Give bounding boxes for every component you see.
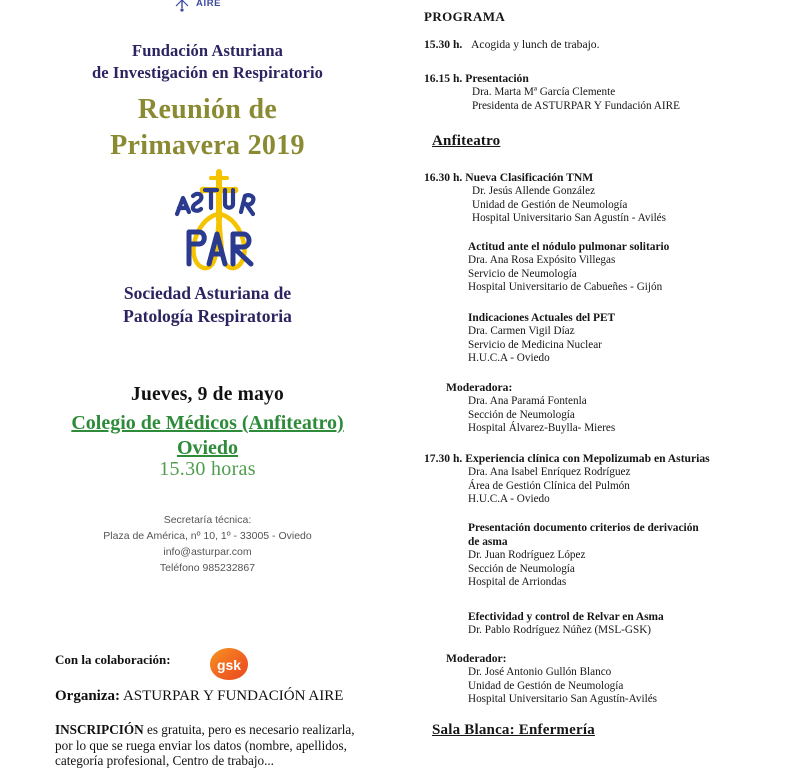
asturpar-logo-mark — [163, 168, 275, 280]
talk-nodulo-detail-2: Hospital Universitario de Cabueñes - Gijón — [468, 281, 663, 293]
talk-relvar-title: Efectividad y control de Relvar en Asma — [468, 611, 664, 623]
event-venue — [0, 411, 415, 461]
event-time: 15.30 horas — [159, 458, 256, 480]
talk-pet-detail-2: H.U.C.A - Oviedo — [468, 352, 550, 364]
slot-1730-header — [424, 452, 800, 466]
talk-asma-title-line1: Presentación documento criterios de derivación — [468, 522, 699, 534]
program-heading: PROGRAMA — [424, 9, 506, 24]
slot-1615-detail-0: Dra. Marta Mª García Clemente — [472, 86, 616, 98]
moderador-block — [424, 652, 800, 707]
event-date: Jueves, 9 de mayo — [131, 384, 284, 405]
event-title — [0, 92, 415, 164]
program-slot-1615 — [424, 72, 800, 113]
talk-asma — [424, 521, 800, 590]
slot-1730-detail-0: Dra. Ana Isabel Enríquez Rodríguez — [468, 466, 631, 478]
slot-1630-detail-1: Unidad de Gestión de Neumología — [472, 198, 628, 211]
inscription-line1: es gratuita, pero es necesario realizarla, — [143, 722, 355, 737]
organiza-label: Organiza: — [55, 688, 120, 704]
slot-1615-title: Presentación — [465, 72, 529, 85]
slot-1630-detail-2: Hospital Universitario San Agustín - Avilés — [472, 212, 667, 224]
program-slot-1730 — [424, 452, 800, 507]
slot-1530-header — [424, 38, 800, 52]
slot-1615-header — [424, 72, 800, 86]
foundation-title — [0, 40, 415, 84]
inscription-line2: por lo que se ruega enviar los datos (nombre, apellidos, — [55, 737, 347, 753]
gsk-logo — [208, 646, 250, 682]
talk-relvar-detail-0: Dr. Pablo Rodríguez Núñez (MSL-GSK) — [468, 624, 652, 636]
gsk-logo-text: gsk — [216, 657, 242, 673]
section-heading-sala-blanca: Sala Blanca: Enfermería — [432, 722, 595, 738]
foundation-title-line1: Fundación Asturiana — [132, 41, 283, 60]
moderadora-label: Moderadora: — [446, 381, 513, 394]
talk-asma-detail-2: Hospital de Arriondas — [468, 576, 567, 588]
society-title-line2: Patología Respiratoria — [123, 306, 292, 326]
section-heading-anfiteatro: Anfiteatro — [432, 133, 501, 149]
gsk-logo-mark — [208, 646, 250, 682]
talk-asma-detail-0: Dr. Juan Rodríguez López — [468, 549, 586, 561]
slot-1730-title: Experiencia clínica con Mepolizumab en Asturias — [465, 452, 710, 465]
slot-1730-detail-1: Área de Gestión Clínica del Pulmón — [468, 479, 630, 492]
talk-pet-detail-0: Dra. Carmen Vigil Díaz — [468, 325, 575, 337]
inscription-text — [55, 722, 395, 769]
organiza-value: ASTURPAR Y FUNDACIÓN AIRE — [122, 688, 344, 704]
moderadora-detail-1: Sección de Neumología — [468, 408, 575, 421]
venue-line2: Oviedo — [176, 437, 239, 459]
event-title-line1: Reunión de — [137, 94, 278, 125]
slot-1615-detail-1: Presidenta de ASTURPAR Y Fundación AIRE — [472, 99, 680, 112]
collaboration-label: Con la colaboración: — [55, 652, 171, 667]
talk-pet — [424, 311, 800, 366]
moderadora-block — [424, 381, 800, 436]
organiza-line — [55, 688, 343, 705]
event-title-line2: Primavera 2019 — [110, 130, 305, 161]
inscription-keyword: INSCRIPCIÓN — [55, 722, 144, 737]
slot-1730-time: 17.30 h. — [424, 452, 463, 465]
right-column — [424, 0, 800, 760]
talk-nodulo — [424, 240, 800, 295]
program-slot-1530 — [424, 38, 800, 52]
slot-1615-time: 16.15 h. — [424, 72, 463, 85]
secretariat-phone: Teléfono 985232867 — [159, 562, 256, 574]
slot-1530-time: 15.30 h. — [424, 38, 463, 51]
secretariat-address: Plaza de América, nº 10, 1º - 33005 - Oviedo — [103, 530, 312, 542]
talk-nodulo-detail-1: Servicio de Neumología — [468, 267, 577, 280]
foundation-title-line2: de Investigación en Respiratorio — [92, 63, 323, 82]
slot-1730-detail-2: H.U.C.A - Oviedo — [468, 493, 550, 505]
inscription-line3: categoría profesional, Centro de trabajo... — [55, 753, 274, 768]
aire-logo-label: AIRE — [196, 0, 222, 9]
talk-nodulo-title: Actitud ante el nódulo pulmonar solitario — [468, 241, 670, 253]
talk-asma-detail-1: Sección de Neumología — [468, 562, 575, 575]
slot-1630-detail-0: Dr. Jesús Allende González — [472, 185, 596, 197]
moderador-label: Moderador: — [446, 652, 507, 665]
moderador-detail-2: Hospital Universitario San Agustín-Avilés — [468, 693, 658, 705]
moderador-detail-0: Dr. José Antonio Gullón Blanco — [468, 666, 612, 678]
moderadora-detail-2: Hospital Álvarez-Buylla- Mieres — [468, 422, 616, 434]
moderadora-detail-0: Dra. Ana Paramá Fontenla — [468, 395, 587, 407]
asturpar-logo — [163, 168, 275, 280]
slot-1530-title: Acogida y lunch de trabajo. — [471, 38, 600, 51]
talk-asma-title-line2: de asma — [468, 536, 508, 548]
talk-pet-title: Indicaciones Actuales del PET — [468, 312, 616, 324]
slot-1630-title: Nueva Clasificación TNM — [465, 171, 594, 184]
secretariat-block — [0, 512, 415, 576]
society-title — [0, 282, 415, 328]
secretariat-label: Secretaría técnica: — [163, 514, 252, 526]
secretariat-email[interactable]: info@asturpar.com — [163, 546, 252, 558]
talk-pet-detail-1: Servicio de Medicina Nuclear — [468, 338, 602, 351]
aire-logo — [172, 0, 242, 16]
talk-nodulo-detail-0: Dra. Ana Rosa Expósito Villegas — [468, 254, 616, 266]
society-title-line1: Sociedad Asturiana de — [123, 283, 292, 303]
program-slot-1630 — [424, 171, 800, 226]
talk-relvar — [424, 610, 800, 638]
venue-line1: Colegio de Médicos (Anfiteatro) — [71, 412, 344, 434]
moderador-detail-1: Unidad de Gestión de Neumología — [468, 679, 624, 692]
slot-1630-time: 16.30 h. — [424, 171, 463, 184]
slot-1630-header — [424, 171, 800, 185]
